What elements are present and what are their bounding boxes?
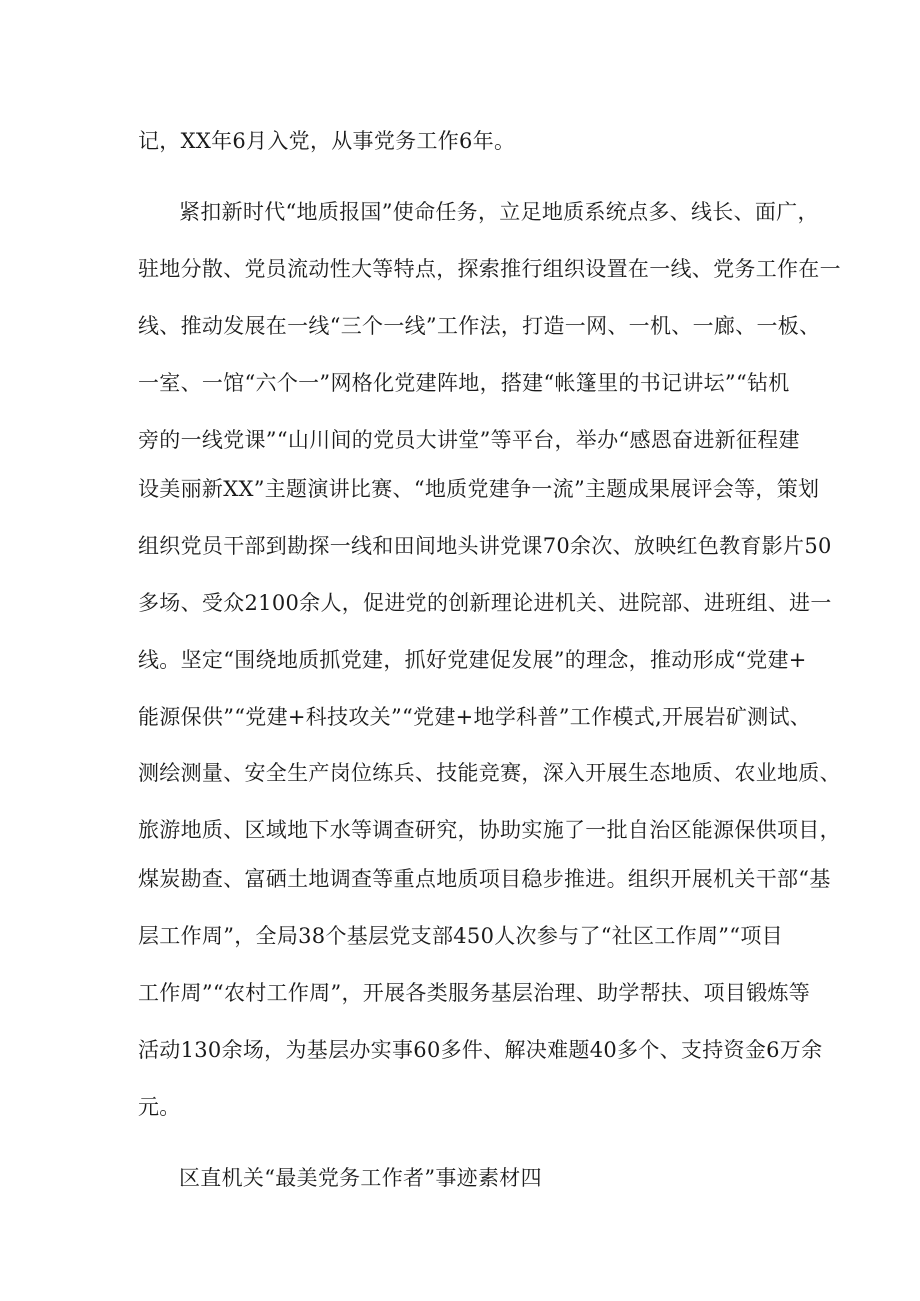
paragraph-main-line: 活动130余场，为基层办实事60多件、解决难题40多个、支持资金6万余: [138, 1038, 823, 1062]
paragraph-main-line: 线。坚定“围绕地质抓党建，抓好党建促发展”的理念，推动形成“党建+: [138, 648, 807, 672]
paragraph-main-line: 紧扣新时代“地质报国”使命任务，立足地质系统点多、线长、面广，: [179, 200, 819, 224]
paragraph-main-line: 元。: [138, 1095, 181, 1119]
paragraph-main-line: 测绘测量、安全生产岗位练兵、技能竞赛，深入开展生态地质、农业地质、: [138, 761, 841, 785]
paragraph-main-line: 设美丽新XX”主题演讲比赛、“地质党建争一流”主题成果展评会等，策划: [138, 477, 820, 501]
paragraph-main-line: 旁的一线党课”“山川间的党员大讲堂”等平台，举办“感恩奋进新征程建: [138, 428, 800, 452]
paragraph-main-line: 层工作周”，全局38个基层党支部450人次参与了“社区工作周”“项目: [138, 924, 783, 948]
paragraph-main-line: 线、推动发展在一线“三个一线”工作法，打造一网、一机、一廊、一板、: [138, 314, 821, 338]
paragraph-main-line: 一室、一馆“六个一”网格化党建阵地，搭建“帐篷里的书记讲坛”“钻机: [138, 371, 790, 395]
paragraph-main-line: 煤炭勘查、富硒土地调查等重点地质项目稳步推进。组织开展机关干部“基: [138, 867, 831, 891]
section-heading: 区直机关“最美党务工作者”事迹素材四: [179, 1166, 542, 1190]
paragraph-main-line: 能源保供”“党建+科技攻关”“党建+地学科普”工作模式,开展岩矿测试、: [138, 705, 812, 729]
paragraph-main-line: 组织党员干部到勘探一线和田间地头讲党课70余次、放映红色教育影片50: [138, 534, 832, 558]
paragraph-carry-line: 记，XX年6月入党，从事党务工作6年。: [138, 129, 516, 153]
paragraph-main-line: 工作周”“农村工作周”，开展各类服务基层治理、助学帮扶、项目锻炼等: [138, 981, 811, 1005]
paragraph-main-line: 多场、受众2100余人，促进党的创新理论进机关、进院部、进班组、进一: [138, 591, 832, 615]
paragraph-main-line: 旅游地质、区域地下水等调查研究，协助实施了一批自治区能源保供项目，: [138, 818, 841, 842]
paragraph-main-line: 驻地分散、党员流动性大等特点，探索推行组织设置在一线、党务工作在一: [138, 257, 841, 281]
